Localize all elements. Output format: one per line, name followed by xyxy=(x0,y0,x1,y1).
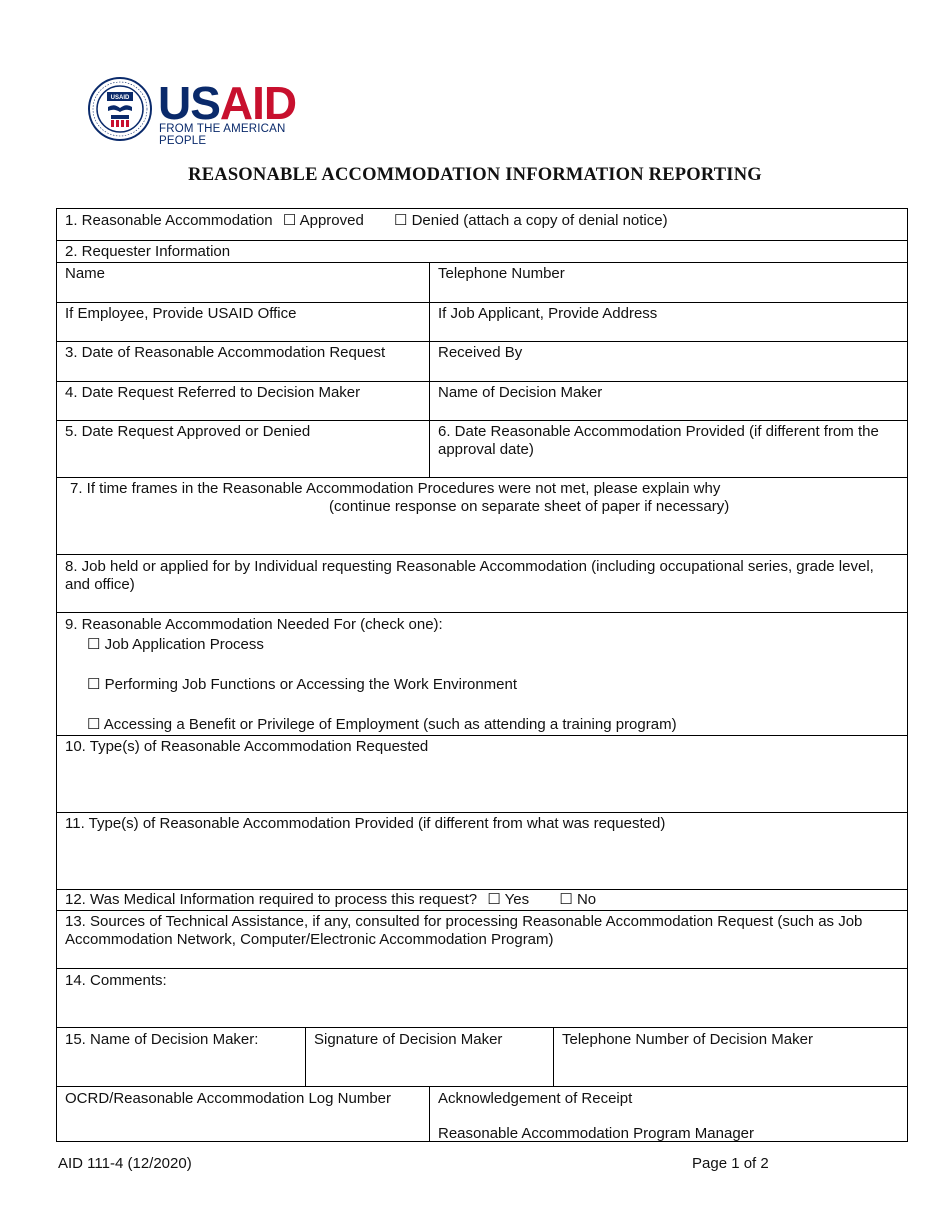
job-held-field[interactable]: 8. Job held or applied for by Individual requesting Reasonable Accommodation (including occupational series, grade level, and office) xyxy=(65,558,874,593)
row-2-requester-info xyxy=(57,241,907,263)
row-13-technical-assistance xyxy=(57,911,907,969)
page-number: Page 1 of 2 xyxy=(692,1155,769,1172)
program-manager-label: Reasonable Accommodation Program Manager xyxy=(438,1125,755,1142)
provided-date-field[interactable]: 6. Date Reasonable Accommodation Provided (if different from the approval date) xyxy=(429,421,907,477)
form-id: AID 111-4 (12/2020) xyxy=(58,1155,192,1172)
decision-maker-name-field[interactable]: Name of Decision Maker xyxy=(429,382,907,420)
received-by-field[interactable]: Received By xyxy=(429,342,907,381)
row-10-requested-type xyxy=(57,736,907,813)
benefit-privilege-checkbox[interactable]: ☐ Accessing a Benefit or Privilege of Employment (such as attending a training program) xyxy=(87,716,677,733)
row-3-request-date xyxy=(57,342,907,382)
comments-field[interactable]: 14. Comments: xyxy=(65,972,167,989)
page-title: REASONABLE ACCOMMODATION INFORMATION REPORTING xyxy=(188,165,762,185)
row-11-provided-type xyxy=(57,813,907,890)
technical-assistance-field[interactable]: 13. Sources of Technical Assistance, if any, consulted for processing Reasonable Accommodation Request (such as Job Accommodation Network, Computer/Electronic Accommodation Program) xyxy=(65,913,863,948)
denied-checkbox[interactable]: ☐ Denied (attach a copy of denial notice) xyxy=(393,212,668,229)
usaid-tagline: FROM THE AMERICAN PEOPLE xyxy=(159,123,286,147)
row-1-accommodation-status xyxy=(57,209,907,241)
requested-type-field[interactable]: 10. Type(s) of Reasonable Accommodation Requested xyxy=(65,738,429,755)
row-9-needed-for xyxy=(57,613,907,736)
job-application-checkbox[interactable]: ☐ Job Application Process xyxy=(87,636,264,653)
log-number-field[interactable]: OCRD/Reasonable Accommodation Log Number xyxy=(65,1090,391,1107)
name-field[interactable]: Name xyxy=(65,265,106,282)
medical-info-label: 12. Was Medical Information required to process this request? xyxy=(65,891,478,908)
referred-date-field[interactable]: 4. Date Request Referred to Decision Maker xyxy=(65,384,361,401)
medical-no-checkbox[interactable]: ☐ No xyxy=(559,891,597,908)
wordmark-us: US xyxy=(158,77,220,129)
telephone-field[interactable]: Telephone Number xyxy=(429,263,907,302)
row-log-acknowledgement xyxy=(57,1087,907,1141)
applicant-address-field[interactable]: If Job Applicant, Provide Address xyxy=(429,303,907,341)
usaid-logo xyxy=(88,77,318,147)
time-frames-field[interactable] xyxy=(57,478,907,554)
time-frames-line1: 7. If time frames in the Reasonable Accommodation Procedures were not met, please explain why xyxy=(70,480,721,497)
usaid-wordmark xyxy=(158,77,296,129)
row-name-telephone xyxy=(57,263,907,303)
row-8-job-held xyxy=(57,555,907,613)
row-7-time-frames xyxy=(57,478,907,555)
wordmark-aid: AID xyxy=(219,77,297,129)
provided-type-field[interactable]: 11. Type(s) of Reasonable Accommodation Provided (if different from what was requested) xyxy=(65,815,666,832)
acknowledgement-field[interactable] xyxy=(429,1087,907,1141)
acknowledgement-label: Acknowledgement of Receipt xyxy=(438,1090,633,1107)
time-frames-line2: (continue response on separate sheet of paper if necessary) xyxy=(329,498,730,515)
row-5-6-dates xyxy=(57,421,907,478)
usaid-seal-icon xyxy=(88,77,152,141)
signature-field[interactable]: Signature of Decision Maker xyxy=(305,1028,553,1086)
requester-info-label: 2. Requester Information xyxy=(65,243,231,260)
decision-maker-phone-field[interactable]: Telephone Number of Decision Maker xyxy=(553,1028,907,1086)
needed-for-label: 9. Reasonable Accommodation Needed For (check one): xyxy=(65,616,443,633)
row-office-address xyxy=(57,303,907,342)
row-12-medical-info xyxy=(57,890,907,911)
decision-maker-field[interactable]: 15. Name of Decision Maker: xyxy=(65,1031,259,1048)
approved-denied-date-field[interactable]: 5. Date Request Approved or Denied xyxy=(65,423,311,440)
job-functions-checkbox[interactable]: ☐ Performing Job Functions or Accessing the Work Environment xyxy=(87,676,518,693)
approved-checkbox[interactable]: ☐ Approved xyxy=(282,212,364,229)
row-4-referred-date xyxy=(57,382,907,421)
employee-office-field[interactable]: If Employee, Provide USAID Office xyxy=(65,305,297,322)
row-15-decision-maker xyxy=(57,1028,907,1087)
seal-text: USAID xyxy=(110,95,130,101)
accommodation-form xyxy=(56,208,908,1142)
medical-yes-checkbox[interactable]: ☐ Yes xyxy=(487,891,530,908)
row-1-label: 1. Reasonable Accommodation xyxy=(65,212,273,229)
row-14-comments xyxy=(57,969,907,1028)
request-date-field[interactable]: 3. Date of Reasonable Accommodation Request xyxy=(65,344,386,361)
